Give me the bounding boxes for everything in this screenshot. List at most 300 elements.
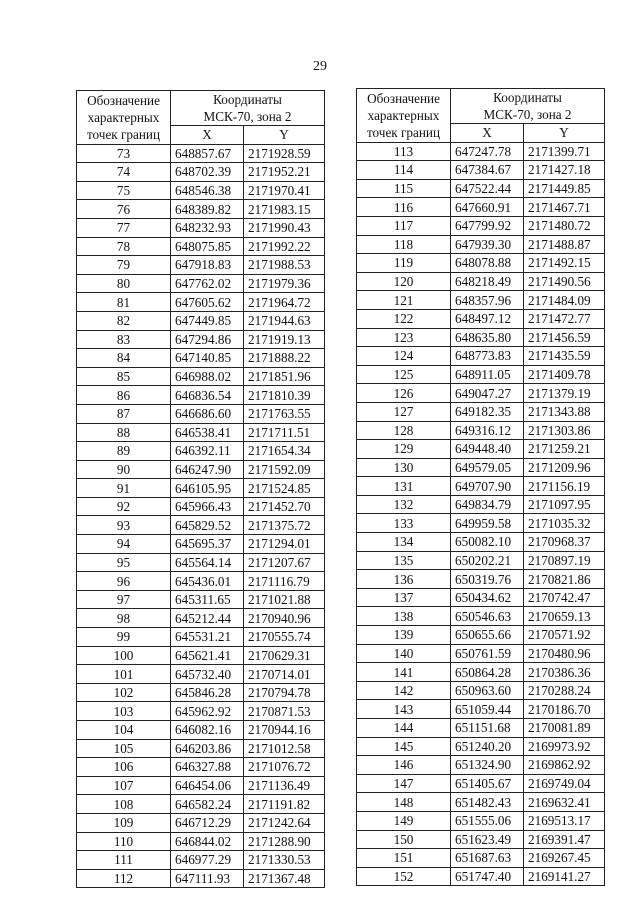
point-number-cell: 128 <box>357 421 451 440</box>
y-coordinate-cell: 2170968.37 <box>524 533 605 552</box>
x-coordinate-cell: 645962.92 <box>171 702 244 721</box>
y-coordinate-cell: 2171379.19 <box>524 384 605 403</box>
y-coordinate-cell: 2169141.27 <box>524 867 605 886</box>
point-designation-header <box>357 89 451 143</box>
y-coordinate-cell: 2171156.19 <box>524 477 605 496</box>
table-row <box>77 739 325 758</box>
x-column-header: X <box>171 126 244 145</box>
y-coordinate-cell: 2169632.41 <box>524 793 605 812</box>
y-coordinate-cell: 2171490.56 <box>524 272 605 291</box>
y-coordinate-cell: 2171303.86 <box>524 421 605 440</box>
x-coordinate-cell: 647605.62 <box>171 293 244 312</box>
y-coordinate-cell: 2170386.36 <box>524 663 605 682</box>
table-row <box>77 572 325 591</box>
y-coordinate-cell: 2170742.47 <box>524 588 605 607</box>
point-number-cell: 127 <box>357 402 451 421</box>
y-coordinate-cell: 2170480.96 <box>524 644 605 663</box>
y-coordinate-cell: 2171851.96 <box>244 367 325 386</box>
y-coordinate-cell: 2171209.96 <box>524 458 605 477</box>
x-coordinate-cell: 645436.01 <box>171 572 244 591</box>
point-number-cell: 115 <box>357 179 451 198</box>
point-number-cell: 104 <box>77 721 171 740</box>
table-row <box>357 179 605 198</box>
table-row <box>77 776 325 795</box>
table-row <box>357 309 605 328</box>
x-coordinate-cell: 646392.11 <box>171 442 244 461</box>
x-coordinate-cell: 647111.93 <box>171 869 244 888</box>
x-coordinate-cell: 649707.90 <box>451 477 524 496</box>
header-line: характерных <box>367 107 440 123</box>
y-coordinate-cell: 2169862.92 <box>524 756 605 775</box>
x-coordinate-cell: 645829.52 <box>171 516 244 535</box>
header-line: МСК-70, зона 2 <box>203 109 292 124</box>
header-line: точек границ <box>366 124 441 140</box>
y-coordinate-cell: 2170555.74 <box>244 628 325 647</box>
table-row <box>77 256 325 275</box>
y-coordinate-cell: 2169267.45 <box>524 849 605 868</box>
x-coordinate-cell: 650963.60 <box>451 681 524 700</box>
x-coordinate-cell: 645621.41 <box>171 646 244 665</box>
x-coordinate-cell: 650761.59 <box>451 644 524 663</box>
point-number-cell: 150 <box>357 830 451 849</box>
y-coordinate-cell: 2170897.19 <box>524 551 605 570</box>
x-coordinate-cell: 647384.67 <box>451 161 524 180</box>
x-coordinate-cell: 649047.27 <box>451 384 524 403</box>
point-number-cell: 151 <box>357 849 451 868</box>
point-number-cell: 93 <box>77 516 171 535</box>
x-coordinate-cell: 648702.39 <box>171 163 244 182</box>
y-coordinate-cell: 2171919.13 <box>244 330 325 349</box>
point-number-cell: 77 <box>77 218 171 237</box>
y-coordinate-cell: 2171427.18 <box>524 161 605 180</box>
y-coordinate-cell: 2170714.01 <box>244 665 325 684</box>
point-number-cell: 124 <box>357 347 451 366</box>
x-coordinate-cell: 647247.78 <box>451 142 524 161</box>
y-column-header: Y <box>244 126 325 145</box>
y-coordinate-cell: 2171928.59 <box>244 144 325 163</box>
x-coordinate-cell: 649579.05 <box>451 458 524 477</box>
table-row <box>357 811 605 830</box>
table-row <box>357 365 605 384</box>
x-coordinate-cell: 646686.60 <box>171 404 244 423</box>
y-coordinate-cell: 2170186.70 <box>524 700 605 719</box>
point-number-cell: 90 <box>77 460 171 479</box>
y-coordinate-cell: 2171399.71 <box>524 142 605 161</box>
table-row <box>77 535 325 554</box>
table-row <box>77 349 325 368</box>
y-coordinate-cell: 2171259.21 <box>524 440 605 459</box>
point-number-cell: 122 <box>357 309 451 328</box>
y-coordinate-cell: 2171484.09 <box>524 291 605 310</box>
coordinates-table-left <box>76 90 325 888</box>
point-number-cell: 149 <box>357 811 451 830</box>
point-number-cell: 131 <box>357 477 451 496</box>
table-row <box>357 216 605 235</box>
table-row <box>357 254 605 273</box>
table-row <box>357 514 605 533</box>
y-coordinate-cell: 2170659.13 <box>524 607 605 626</box>
x-coordinate-cell: 646538.41 <box>171 423 244 442</box>
table-row <box>77 721 325 740</box>
table-row <box>77 386 325 405</box>
y-coordinate-cell: 2170081.89 <box>524 719 605 738</box>
y-coordinate-cell: 2171136.49 <box>244 776 325 795</box>
x-coordinate-cell: 650434.62 <box>451 588 524 607</box>
y-coordinate-cell: 2171375.72 <box>244 516 325 535</box>
table-row <box>357 644 605 663</box>
point-number-cell: 110 <box>77 832 171 851</box>
table-row <box>77 869 325 888</box>
point-number-cell: 101 <box>77 665 171 684</box>
x-coordinate-cell: 646582.24 <box>171 795 244 814</box>
y-coordinate-cell: 2171452.70 <box>244 497 325 516</box>
x-coordinate-cell: 648357.96 <box>451 291 524 310</box>
point-number-cell: 99 <box>77 628 171 647</box>
point-number-cell: 89 <box>77 442 171 461</box>
table-row <box>357 402 605 421</box>
y-coordinate-cell: 2171480.72 <box>524 216 605 235</box>
point-number-cell: 81 <box>77 293 171 312</box>
y-coordinate-cell: 2171343.88 <box>524 402 605 421</box>
x-coordinate-cell: 651482.43 <box>451 793 524 812</box>
point-number-cell: 132 <box>357 495 451 514</box>
y-coordinate-cell: 2171409.78 <box>524 365 605 384</box>
table-row <box>357 291 605 310</box>
y-coordinate-cell: 2171888.22 <box>244 349 325 368</box>
point-number-cell: 121 <box>357 291 451 310</box>
x-coordinate-cell: 647762.02 <box>171 274 244 293</box>
table-row <box>77 311 325 330</box>
y-coordinate-cell: 2169973.92 <box>524 737 605 756</box>
x-coordinate-cell: 648857.67 <box>171 144 244 163</box>
point-number-cell: 139 <box>357 626 451 645</box>
x-coordinate-cell: 648546.38 <box>171 181 244 200</box>
table-row <box>357 384 605 403</box>
x-coordinate-cell: 650655.66 <box>451 626 524 645</box>
y-coordinate-cell: 2171492.15 <box>524 254 605 273</box>
y-coordinate-cell: 2170821.86 <box>524 570 605 589</box>
table-row <box>77 200 325 219</box>
y-coordinate-cell: 2171992.22 <box>244 237 325 256</box>
x-coordinate-cell: 646712.29 <box>171 813 244 832</box>
x-coordinate-cell: 646082.16 <box>171 721 244 740</box>
y-coordinate-cell: 2171524.85 <box>244 479 325 498</box>
point-number-cell: 86 <box>77 386 171 405</box>
y-coordinate-cell: 2171435.59 <box>524 347 605 366</box>
x-coordinate-cell: 645212.44 <box>171 609 244 628</box>
point-number-cell: 79 <box>77 256 171 275</box>
point-number-cell: 120 <box>357 272 451 291</box>
point-number-cell: 83 <box>77 330 171 349</box>
y-coordinate-cell: 2171191.82 <box>244 795 325 814</box>
y-coordinate-cell: 2171456.59 <box>524 328 605 347</box>
table-row <box>77 851 325 870</box>
table-row <box>357 867 605 886</box>
x-column-header: X <box>451 124 524 143</box>
x-coordinate-cell: 646327.88 <box>171 758 244 777</box>
coordinates-header <box>171 91 325 126</box>
x-coordinate-cell: 646203.86 <box>171 739 244 758</box>
header-line: Координаты <box>213 92 282 107</box>
table-row <box>357 700 605 719</box>
point-number-cell: 107 <box>77 776 171 795</box>
table-row <box>77 832 325 851</box>
y-coordinate-cell: 2171294.01 <box>244 535 325 554</box>
coordinates-header <box>451 89 605 124</box>
x-coordinate-cell: 649182.35 <box>451 402 524 421</box>
point-number-cell: 146 <box>357 756 451 775</box>
x-coordinate-cell: 651059.44 <box>451 700 524 719</box>
table-row <box>357 588 605 607</box>
x-coordinate-cell: 645564.14 <box>171 553 244 572</box>
y-coordinate-cell: 2171983.15 <box>244 200 325 219</box>
y-coordinate-cell: 2171097.95 <box>524 495 605 514</box>
x-coordinate-cell: 646988.02 <box>171 367 244 386</box>
y-column-header: Y <box>524 124 605 143</box>
x-coordinate-cell: 650202.21 <box>451 551 524 570</box>
x-coordinate-cell: 646105.95 <box>171 479 244 498</box>
y-coordinate-cell: 2171472.77 <box>524 309 605 328</box>
point-number-cell: 118 <box>357 235 451 254</box>
x-coordinate-cell: 651623.49 <box>451 830 524 849</box>
point-number-cell: 144 <box>357 719 451 738</box>
x-coordinate-cell: 651687.63 <box>451 849 524 868</box>
point-number-cell: 84 <box>77 349 171 368</box>
point-number-cell: 111 <box>77 851 171 870</box>
x-coordinate-cell: 651405.67 <box>451 774 524 793</box>
point-number-cell: 140 <box>357 644 451 663</box>
x-coordinate-cell: 651324.90 <box>451 756 524 775</box>
table-row <box>77 665 325 684</box>
x-coordinate-cell: 651240.20 <box>451 737 524 756</box>
x-coordinate-cell: 647522.44 <box>451 179 524 198</box>
table-row <box>77 813 325 832</box>
point-number-cell: 135 <box>357 551 451 570</box>
y-coordinate-cell: 2171988.53 <box>244 256 325 275</box>
table-row <box>357 495 605 514</box>
table-row <box>357 737 605 756</box>
table-row <box>77 590 325 609</box>
point-number-cell: 78 <box>77 237 171 256</box>
point-number-cell: 95 <box>77 553 171 572</box>
table-row <box>357 551 605 570</box>
table-row <box>357 681 605 700</box>
point-number-cell: 91 <box>77 479 171 498</box>
x-coordinate-cell: 649834.79 <box>451 495 524 514</box>
y-coordinate-cell: 2171076.72 <box>244 758 325 777</box>
point-number-cell: 76 <box>77 200 171 219</box>
coordinates-table-right <box>356 88 605 886</box>
y-coordinate-cell: 2170871.53 <box>244 702 325 721</box>
point-number-cell: 126 <box>357 384 451 403</box>
header-line: Координаты <box>493 90 562 105</box>
y-coordinate-cell: 2171810.39 <box>244 386 325 405</box>
y-coordinate-cell: 2171592.09 <box>244 460 325 479</box>
y-coordinate-cell: 2170940.96 <box>244 609 325 628</box>
x-coordinate-cell: 647939.30 <box>451 235 524 254</box>
point-number-cell: 129 <box>357 440 451 459</box>
point-number-cell: 133 <box>357 514 451 533</box>
y-coordinate-cell: 2171012.58 <box>244 739 325 758</box>
y-coordinate-cell: 2171021.88 <box>244 590 325 609</box>
x-coordinate-cell: 645846.28 <box>171 683 244 702</box>
x-coordinate-cell: 650082.10 <box>451 533 524 552</box>
page-number: 29 <box>313 59 327 74</box>
x-coordinate-cell: 650319.76 <box>451 570 524 589</box>
table-row <box>77 683 325 702</box>
table-row <box>357 235 605 254</box>
point-number-cell: 138 <box>357 607 451 626</box>
table-row <box>357 626 605 645</box>
x-coordinate-cell: 651151.68 <box>451 719 524 738</box>
point-number-cell: 73 <box>77 144 171 163</box>
table-row <box>357 570 605 589</box>
table-row <box>77 609 325 628</box>
point-number-cell: 114 <box>357 161 451 180</box>
point-number-cell: 105 <box>77 739 171 758</box>
point-number-cell: 148 <box>357 793 451 812</box>
table-row <box>77 795 325 814</box>
point-number-cell: 134 <box>357 533 451 552</box>
x-coordinate-cell: 648389.82 <box>171 200 244 219</box>
header-line: точек границ <box>86 126 161 142</box>
y-coordinate-cell: 2171367.48 <box>244 869 325 888</box>
table-row <box>357 849 605 868</box>
point-number-cell: 136 <box>357 570 451 589</box>
x-coordinate-cell: 648635.80 <box>451 328 524 347</box>
x-coordinate-cell: 649959.58 <box>451 514 524 533</box>
y-coordinate-cell: 2170288.24 <box>524 681 605 700</box>
table-row <box>77 516 325 535</box>
table-row <box>357 347 605 366</box>
y-coordinate-cell: 2171116.79 <box>244 572 325 591</box>
x-coordinate-cell: 646836.54 <box>171 386 244 405</box>
point-number-cell: 137 <box>357 588 451 607</box>
table-row <box>77 553 325 572</box>
point-number-cell: 112 <box>77 869 171 888</box>
point-number-cell: 87 <box>77 404 171 423</box>
y-coordinate-cell: 2170794.78 <box>244 683 325 702</box>
y-coordinate-cell: 2169513.17 <box>524 811 605 830</box>
table-row <box>357 533 605 552</box>
header-line: Обозначение <box>367 90 440 106</box>
point-number-cell: 103 <box>77 702 171 721</box>
point-number-cell: 113 <box>357 142 451 161</box>
y-coordinate-cell: 2171952.21 <box>244 163 325 182</box>
table-row <box>77 460 325 479</box>
y-coordinate-cell: 2171964.72 <box>244 293 325 312</box>
x-coordinate-cell: 645695.37 <box>171 535 244 554</box>
table-row <box>357 793 605 812</box>
point-number-cell: 88 <box>77 423 171 442</box>
y-coordinate-cell: 2170571.92 <box>524 626 605 645</box>
point-number-cell: 119 <box>357 254 451 273</box>
table-row <box>77 367 325 386</box>
y-coordinate-cell: 2171330.53 <box>244 851 325 870</box>
x-coordinate-cell: 650546.63 <box>451 607 524 626</box>
table-row <box>77 758 325 777</box>
point-number-cell: 117 <box>357 216 451 235</box>
x-coordinate-cell: 648497.12 <box>451 309 524 328</box>
point-number-cell: 108 <box>77 795 171 814</box>
table-row <box>77 274 325 293</box>
point-number-cell: 94 <box>77 535 171 554</box>
x-coordinate-cell: 648075.85 <box>171 237 244 256</box>
x-coordinate-cell: 649316.12 <box>451 421 524 440</box>
header-line: МСК-70, зона 2 <box>483 107 572 122</box>
point-number-cell: 142 <box>357 681 451 700</box>
point-number-cell: 123 <box>357 328 451 347</box>
table-row <box>77 423 325 442</box>
x-coordinate-cell: 651747.40 <box>451 867 524 886</box>
point-number-cell: 75 <box>77 181 171 200</box>
point-number-cell: 125 <box>357 365 451 384</box>
x-coordinate-cell: 648911.05 <box>451 365 524 384</box>
table-row <box>357 458 605 477</box>
y-coordinate-cell: 2171242.64 <box>244 813 325 832</box>
table-row <box>357 830 605 849</box>
table-row <box>77 442 325 461</box>
header-line: характерных <box>87 109 160 125</box>
x-coordinate-cell: 646454.06 <box>171 776 244 795</box>
point-number-cell: 80 <box>77 274 171 293</box>
table-row <box>77 330 325 349</box>
x-coordinate-cell: 646247.90 <box>171 460 244 479</box>
table-row <box>357 756 605 775</box>
table-row <box>357 719 605 738</box>
y-coordinate-cell: 2171979.36 <box>244 274 325 293</box>
table-row <box>357 198 605 217</box>
table-row <box>77 646 325 665</box>
y-coordinate-cell: 2171207.67 <box>244 553 325 572</box>
table-row <box>357 774 605 793</box>
point-number-cell: 109 <box>77 813 171 832</box>
point-number-cell: 102 <box>77 683 171 702</box>
x-coordinate-cell: 646844.02 <box>171 832 244 851</box>
point-number-cell: 147 <box>357 774 451 793</box>
x-coordinate-cell: 647660.91 <box>451 198 524 217</box>
point-number-cell: 152 <box>357 867 451 886</box>
y-coordinate-cell: 2171488.87 <box>524 235 605 254</box>
table-row <box>77 628 325 647</box>
table-body <box>357 142 605 886</box>
x-coordinate-cell: 645966.43 <box>171 497 244 516</box>
point-number-cell: 100 <box>77 646 171 665</box>
table-row <box>357 477 605 496</box>
point-number-cell: 98 <box>77 609 171 628</box>
point-number-cell: 96 <box>77 572 171 591</box>
x-coordinate-cell: 647449.85 <box>171 311 244 330</box>
header-line: Обозначение <box>87 92 160 108</box>
table-row <box>77 218 325 237</box>
x-coordinate-cell: 647294.86 <box>171 330 244 349</box>
table-row <box>77 702 325 721</box>
table-row <box>357 142 605 161</box>
y-coordinate-cell: 2169749.04 <box>524 774 605 793</box>
point-number-cell: 106 <box>77 758 171 777</box>
table-row <box>77 479 325 498</box>
x-coordinate-cell: 646977.29 <box>171 851 244 870</box>
table-row <box>77 293 325 312</box>
point-number-cell: 145 <box>357 737 451 756</box>
x-coordinate-cell: 647799.92 <box>451 216 524 235</box>
y-coordinate-cell: 2171944.63 <box>244 311 325 330</box>
x-coordinate-cell: 648773.83 <box>451 347 524 366</box>
table-row <box>77 181 325 200</box>
point-number-cell: 97 <box>77 590 171 609</box>
table-row <box>357 607 605 626</box>
x-coordinate-cell: 648218.49 <box>451 272 524 291</box>
